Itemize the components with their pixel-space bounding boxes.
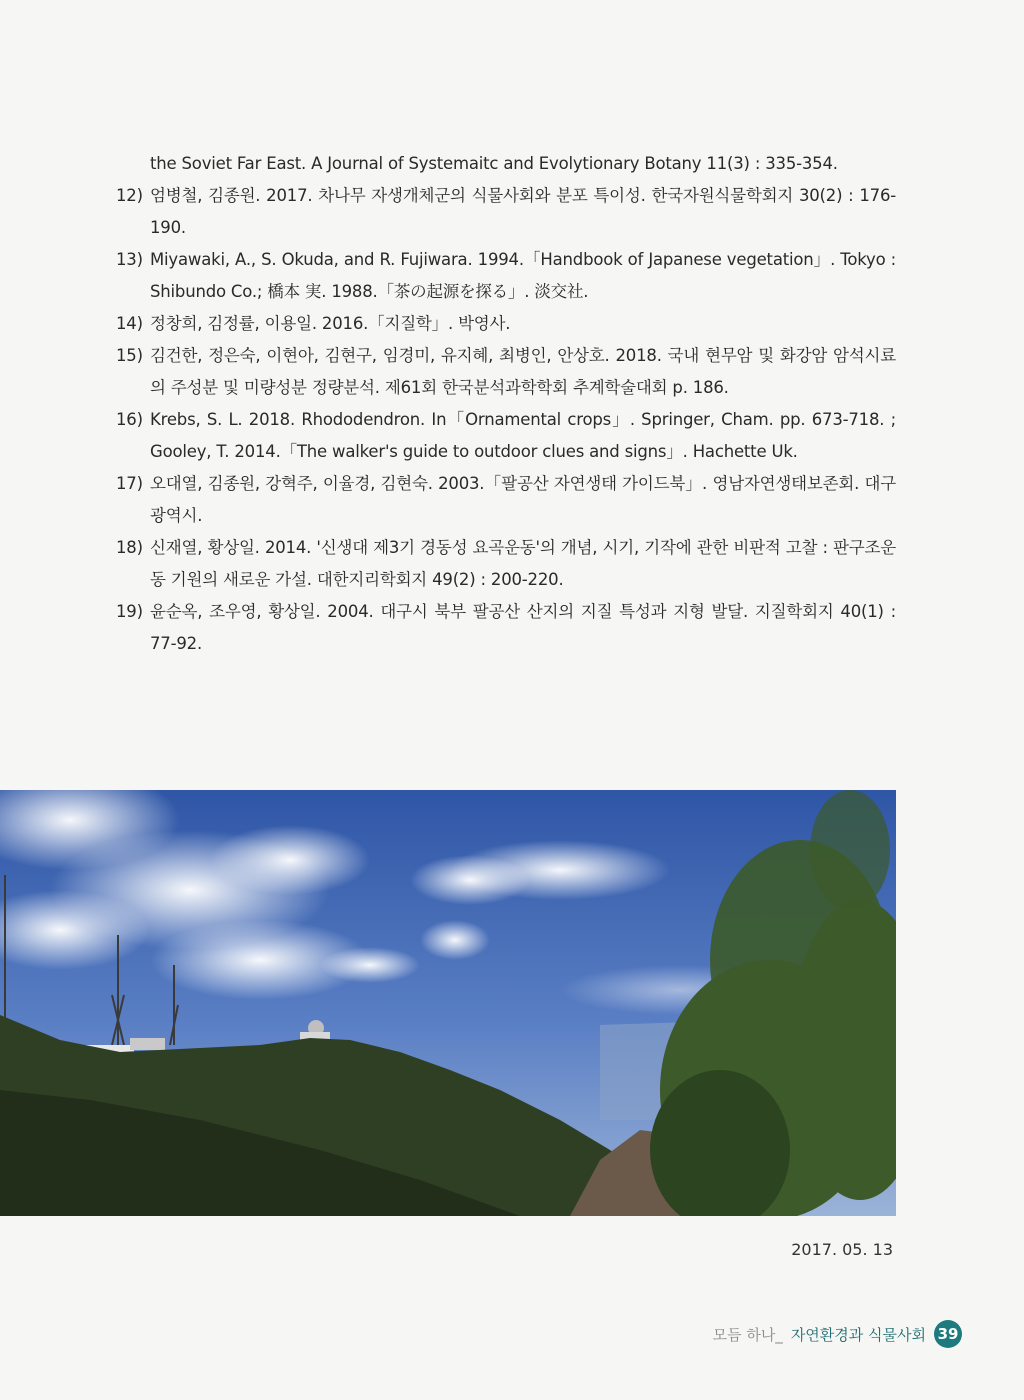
photo-caption: 2017. 05. 13 (791, 1240, 893, 1259)
reference-item (116, 308, 896, 340)
page-footer (713, 1320, 962, 1348)
reference-number: 17) (116, 474, 143, 493)
reference-number: 15) (116, 346, 143, 365)
reference-number: 12) (116, 186, 143, 205)
reference-item (116, 148, 896, 180)
reference-item (116, 468, 896, 532)
reference-text: Miyawaki, A., S. Okuda, and R. Fujiwara. 1994.「Handbook of Japanese vegetation」. Tokyo : Shibundo Co.; 橋本 実. 1988.「茶の起源を探る」. 淡交社. (150, 250, 896, 301)
reference-item (116, 532, 896, 596)
reference-number: 18) (116, 538, 143, 557)
reference-text: the Soviet Far East. A Journal of Systemaitc and Evolytionary Botany 11(3) : 335-354. (150, 154, 838, 173)
reference-text: 정창희, 김정률, 이용일. 2016.「지질학」. 박영사. (150, 314, 511, 333)
reference-item (116, 180, 896, 244)
reference-text: 윤순옥, 조우영, 황상일. 2004. 대구시 북부 팔공산 산지의 지질 특성과 지형 발달. 지질학회지 40(1) : 77-92. (150, 602, 896, 653)
reference-item (116, 596, 896, 660)
reference-item (116, 340, 896, 404)
reference-text: 김건한, 정은숙, 이현아, 김현구, 임경미, 유지혜, 최병인, 안상호. 2018. 국내 현무암 및 화강암 암석시료의 주성분 및 미량성분 정량분석. 제61회 한국분석과학학회 추계학술대회 p. 186. (150, 346, 896, 397)
footer-chapter-label: 자연환경과 식물사회 (790, 1325, 926, 1344)
reference-number: 16) (116, 410, 143, 429)
reference-list (116, 148, 896, 660)
reference-text: 엄병철, 김종원. 2017. 차나무 자생개체군의 식물사회와 분포 특이성. 한국자원식물학회지 30(2) : 176-190. (150, 186, 896, 237)
reference-number: 14) (116, 314, 143, 333)
mountain-landscape-illustration (0, 790, 896, 1216)
reference-number: 13) (116, 250, 143, 269)
footer-section-label: 모듬 하나_ (712, 1325, 783, 1344)
reference-item (116, 244, 896, 308)
reference-number: 19) (116, 602, 143, 621)
reference-item (116, 404, 896, 468)
mountain-photo (0, 790, 896, 1216)
reference-text: Krebs, S. L. 2018. Rhododendron. In「Ornamental crops」. Springer, Cham. pp. 673-718. ; Gooley, T. 2014.「The walker's guide to outdoor clues and signs」. Hachette Uk. (150, 410, 896, 461)
reference-text: 오대열, 김종원, 강혁주, 이율경, 김현숙. 2003.「팔공산 자연생태 가이드북」. 영남자연생태보존회. 대구광역시. (150, 474, 896, 525)
reference-text: 신재열, 황상일. 2014. '신생대 제3기 경동성 요곡운동'의 개념, 시기, 기작에 관한 비판적 고찰 : 판구조운동 기원의 새로운 가설. 대한지리학회지 49(2) : 200-220. (150, 538, 896, 589)
page-number-badge: 39 (934, 1320, 962, 1348)
